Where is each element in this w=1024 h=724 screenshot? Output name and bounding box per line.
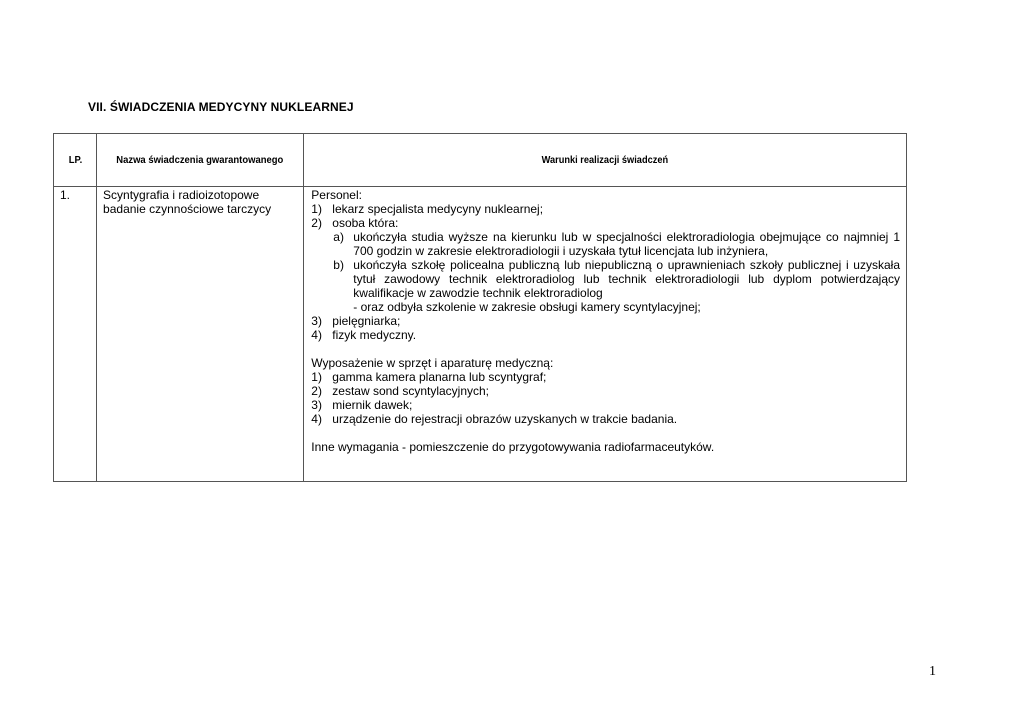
header-lp [54, 134, 97, 187]
conditions-body [304, 187, 906, 454]
spacer [311, 426, 900, 440]
row-lp: 1. [60, 188, 71, 202]
list-item [311, 370, 900, 384]
list-item [311, 216, 900, 230]
list-item [311, 412, 900, 426]
list-item [311, 398, 900, 412]
header-conditions [304, 134, 907, 187]
header-conditions-label: Warunki realizacji świadczeń [541, 154, 669, 166]
sub-item-text: ukończyła szkołę policealna publiczną lub niepubliczną o uprawnieniach szkoły publicznej i uzyskała tytuł zawodowy technik elektroradiolog lub technik elektroradiologii lub dyplom potwierdzający kwalifikacje w zawodzie technik elektroradiolog [353, 258, 900, 300]
cell-lp [54, 187, 97, 482]
other-requirements: Inne wymagania - pomieszczenie do przygotowywania radiofarmaceutyków. [311, 440, 715, 454]
header-name [97, 134, 304, 187]
header-lp-label: LP. [68, 154, 82, 166]
equipment-heading: Wyposażenie w sprzęt i aparaturę medyczną: [311, 356, 554, 370]
list-item-text: fizyk medyczny. [332, 328, 417, 342]
sub-item [311, 258, 900, 300]
sub-note: - oraz odbyła szkolenie w zakresie obsługi kamery scyntylacyjnej; [353, 300, 701, 314]
list-item [311, 202, 900, 216]
cell-conditions [304, 187, 907, 482]
table-header-row [54, 134, 907, 187]
list-item-number: 1) [311, 202, 322, 216]
spacer [311, 342, 900, 356]
list-item-text: miernik dawek; [332, 398, 413, 412]
section-title: VII. ŚWIADCZENIA MEDYCYNY NUKLEARNEJ [88, 100, 354, 114]
cell-name [97, 187, 304, 482]
list-item-number: 4) [311, 328, 322, 342]
list-item-text: pielęgniarka; [332, 314, 401, 328]
list-item-number: 4) [311, 412, 322, 426]
list-item-text: urządzenie do rejestracji obrazów uzyskanych w trakcie badania. [332, 412, 678, 426]
list-item [311, 314, 900, 328]
list-item-text: gamma kamera planarna lub scyntygraf; [332, 370, 547, 384]
list-item-text: osoba która: [332, 216, 399, 230]
list-item [311, 384, 900, 398]
list-item-text: zestaw sond scyntylacyjnych; [332, 384, 490, 398]
header-name-label: Nazwa świadczenia gwarantowanego [116, 154, 284, 166]
list-item-number: 3) [311, 314, 322, 328]
list-item-number: 1) [311, 370, 322, 384]
list-item-number: 2) [311, 384, 322, 398]
personnel-heading: Personel: [311, 188, 362, 202]
sub-item-letter: b) [333, 258, 344, 272]
list-item [311, 328, 900, 342]
list-item-text: lekarz specjalista medycyny nuklearnej; [332, 202, 544, 216]
service-name: Scyntygrafia i radioizotopowe badanie czynnościowe tarczycy [103, 188, 272, 216]
list-item-number: 2) [311, 216, 322, 230]
table-row [54, 187, 907, 482]
sub-item-text: ukończyła studia wyższe na kierunku lub w specjalności elektroradiologia obejmujące co najmniej 1 700 godzin w zakresie elektroradiologii i uzyskała tytuł licencjata lub inżyniera, [353, 230, 900, 258]
sub-item [311, 230, 900, 258]
list-item-number: 3) [311, 398, 322, 412]
sub-item-letter: a) [333, 230, 344, 244]
requirements-table [53, 133, 907, 482]
page-number: 1 [929, 664, 936, 679]
